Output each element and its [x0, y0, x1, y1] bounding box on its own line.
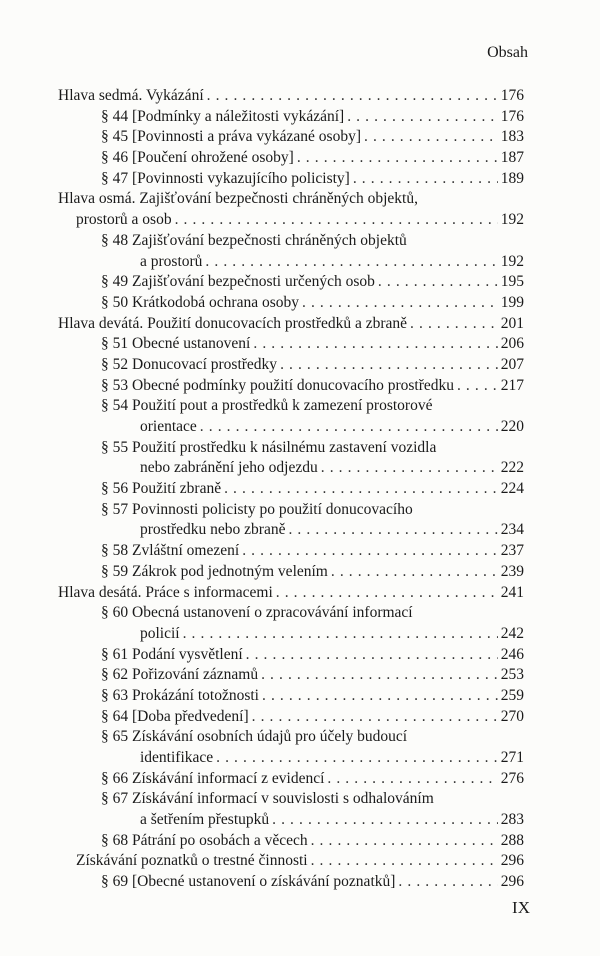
dot-leader — [378, 272, 498, 293]
dot-leader — [276, 583, 498, 604]
toc-page-number: 283 — [500, 811, 524, 829]
toc-page-number: 224 — [500, 480, 524, 498]
toc-entry — [58, 769, 524, 790]
toc-page-number: 189 — [500, 169, 524, 187]
toc-page-number: 246 — [500, 645, 524, 663]
toc-entry — [58, 645, 524, 666]
toc-entry-title: § 48 Zajišťování bezpečnosti chráněných objektů — [101, 231, 407, 249]
toc-entry-title: § 52 Donucovací prostředky — [101, 355, 278, 373]
toc-page-number: 242 — [500, 624, 524, 642]
toc-entry — [58, 438, 524, 459]
toc-entry-title: § 50 Krátkodobá ochrana osoby — [101, 293, 300, 311]
toc-entry-title: § 66 Získávání informací z evidencí — [101, 769, 325, 787]
toc-entry — [58, 624, 524, 645]
toc-page-number: 176 — [500, 107, 524, 125]
toc-page-number: 217 — [500, 376, 524, 394]
dot-leader — [216, 748, 498, 769]
toc-entry — [58, 189, 524, 210]
dot-leader — [224, 479, 498, 500]
dot-leader — [353, 169, 498, 190]
dot-leader — [262, 686, 498, 707]
toc-entry — [58, 583, 524, 604]
toc-page-number: 296 — [500, 873, 524, 891]
toc-entry — [58, 520, 524, 541]
toc-page-number: 222 — [500, 459, 524, 477]
toc-page-number: 206 — [500, 335, 524, 353]
dot-leader — [205, 252, 497, 273]
toc-entry — [58, 396, 524, 417]
dot-leader — [321, 458, 498, 479]
table-of-contents — [58, 86, 524, 893]
toc-entry-title: § 54 Použití pout a prostředků k zamezení prostorové — [101, 397, 433, 415]
toc-entry — [58, 458, 524, 479]
dot-leader — [252, 707, 498, 728]
dot-leader — [272, 810, 498, 831]
toc-entry-title: policií — [140, 624, 180, 642]
toc-entry — [58, 355, 524, 376]
toc-page-number: 220 — [500, 418, 524, 435]
toc-entry — [58, 707, 524, 728]
toc-entry — [58, 252, 524, 273]
toc-entry-title: § 44 [Podmínky a náležitosti vykázání] — [101, 107, 345, 125]
dot-leader — [347, 107, 498, 128]
dot-leader — [261, 665, 498, 686]
toc-entry — [58, 562, 524, 583]
toc-entry — [58, 107, 524, 128]
toc-entry — [58, 293, 524, 314]
toc-entry-title: § 58 Zvláštní omezení — [101, 542, 240, 560]
toc-entry-title: § 57 Povinnosti policisty po použití donucovacího — [101, 500, 413, 518]
toc-entry-title: Hlava osmá. Zajišťování bezpečnosti chráněných objektů, — [58, 190, 418, 208]
toc-entry — [58, 417, 524, 438]
dot-leader — [200, 417, 498, 438]
toc-entry-title: Hlava desátá. Práce s informacemi — [58, 583, 273, 601]
toc-entry-title: § 59 Zákrok pod jednotným velením — [101, 562, 328, 580]
toc-entry — [58, 334, 524, 355]
toc-page-number: 207 — [500, 355, 524, 373]
toc-page-number: 176 — [500, 87, 524, 104]
toc-page-number: 199 — [500, 293, 524, 311]
toc-entry — [58, 727, 524, 748]
toc-entry-title: § 65 Získávání osobních údajů pro účely budoucí — [101, 728, 408, 746]
toc-page-number: 288 — [500, 831, 524, 849]
dot-leader — [297, 148, 498, 169]
dot-leader — [253, 334, 497, 355]
toc-page-number: 201 — [500, 314, 524, 332]
toc-entry — [58, 831, 524, 852]
toc-entry-title: § 51 Obecné ustanovení — [101, 335, 251, 353]
toc-entry-title: § 55 Použití prostředku k násilnému zastavení vozidla — [101, 438, 437, 456]
toc-entry-title: § 60 Obecná ustanovení o zpracovávání informací — [101, 604, 413, 622]
toc-entry — [58, 169, 524, 190]
toc-page-number: 192 — [500, 211, 524, 229]
toc-entry — [58, 686, 524, 707]
toc-entry-title: § 47 [Povinnosti vykazujícího policisty] — [101, 169, 350, 187]
toc-entry-title: § 64 [Doba předvedení] — [101, 707, 249, 725]
toc-entry-title: § 62 Pořizování záznamů — [101, 666, 259, 684]
toc-entry — [58, 376, 524, 397]
toc-entry-title: § 56 Použití zbraně — [101, 480, 222, 498]
dot-leader — [457, 376, 498, 397]
toc-entry-title: prostorů a osob — [76, 211, 172, 229]
toc-entry — [58, 314, 524, 335]
toc-entry — [58, 541, 524, 562]
toc-page-number: 239 — [500, 562, 524, 580]
toc-page-number: 195 — [500, 273, 524, 291]
toc-entry — [58, 665, 524, 686]
toc-entry — [58, 851, 524, 872]
dot-leader — [327, 769, 497, 790]
dot-leader — [364, 127, 498, 148]
toc-page-number: 187 — [500, 149, 524, 167]
toc-entry — [58, 872, 524, 893]
toc-entry-title: § 61 Podání vysvětlení — [101, 645, 243, 663]
toc-entry — [58, 603, 524, 624]
toc-entry — [58, 210, 524, 231]
toc-entry-title: § 49 Zajišťování bezpečnosti určených osob — [101, 273, 375, 291]
toc-entry-title: Získávání poznatků o trestné činnosti — [76, 852, 308, 870]
dot-leader — [246, 645, 498, 666]
toc-page-number: 241 — [500, 583, 524, 601]
toc-page-number: 271 — [500, 749, 524, 766]
toc-entry — [58, 500, 524, 521]
dot-leader — [280, 355, 498, 376]
toc-page-number: 192 — [500, 252, 524, 270]
toc-entry-title: a prostorů — [140, 252, 203, 270]
toc-entry-title: § 67 Získávání informací v souvislosti s odhalováním — [101, 790, 434, 808]
toc-entry — [58, 789, 524, 810]
dot-leader — [242, 541, 498, 562]
dot-leader — [331, 562, 498, 583]
toc-page-number: 296 — [500, 852, 524, 870]
dot-leader — [175, 210, 498, 231]
dot-leader — [207, 86, 498, 107]
toc-entry-title: Hlava sedmá. Vykázání — [58, 87, 204, 104]
toc-page-number: 270 — [500, 707, 524, 725]
toc-entry — [58, 479, 524, 500]
dot-leader — [311, 851, 498, 872]
toc-entry-title: § 53 Obecné podmínky použití donucovacího prostředku — [101, 376, 454, 394]
dot-leader — [410, 314, 498, 335]
toc-entry-title: § 46 [Poučení ohrožené osoby] — [101, 149, 294, 167]
toc-entry-title: nebo zabránění jeho odjezdu — [140, 459, 318, 477]
dot-leader — [311, 831, 498, 852]
dot-leader — [183, 624, 498, 645]
toc-entry — [58, 148, 524, 169]
toc-page-number: 183 — [500, 128, 524, 146]
toc-entry — [58, 810, 524, 831]
toc-entry-title: orientace — [140, 418, 197, 435]
toc-entry-title: § 45 [Povinnosti a práva vykázané osoby] — [101, 128, 361, 146]
dot-leader — [302, 293, 498, 314]
toc-entry-title: § 68 Pátrání po osobách a věcech — [101, 831, 308, 849]
page-folio: IX — [512, 898, 530, 917]
toc-entry — [58, 748, 524, 769]
toc-page-number: 253 — [500, 666, 524, 684]
toc-page-number: 234 — [500, 521, 524, 539]
toc-page-number: 276 — [500, 769, 524, 787]
toc-entry-title: prostředku nebo zbraně — [140, 521, 286, 539]
toc-entry-title: § 63 Prokázání totožnosti — [101, 686, 259, 704]
toc-entry — [58, 86, 524, 107]
toc-entry-title: Hlava devátá. Použití donucovacích prostředků a zbraně — [58, 314, 408, 332]
toc-page-number: 259 — [500, 686, 524, 704]
toc-entry — [58, 231, 524, 252]
dot-leader — [398, 872, 497, 893]
toc-entry-title: a šetřením přestupků — [140, 811, 270, 829]
running-header: Obsah — [487, 44, 528, 61]
dot-leader — [288, 520, 497, 541]
toc-entry-title: § 69 [Obecné ustanovení o získávání poznatků] — [101, 873, 396, 891]
toc-entry — [58, 272, 524, 293]
toc-entry-title: identifikace — [140, 749, 214, 766]
toc-entry — [58, 127, 524, 148]
toc-page-number: 237 — [500, 542, 524, 560]
